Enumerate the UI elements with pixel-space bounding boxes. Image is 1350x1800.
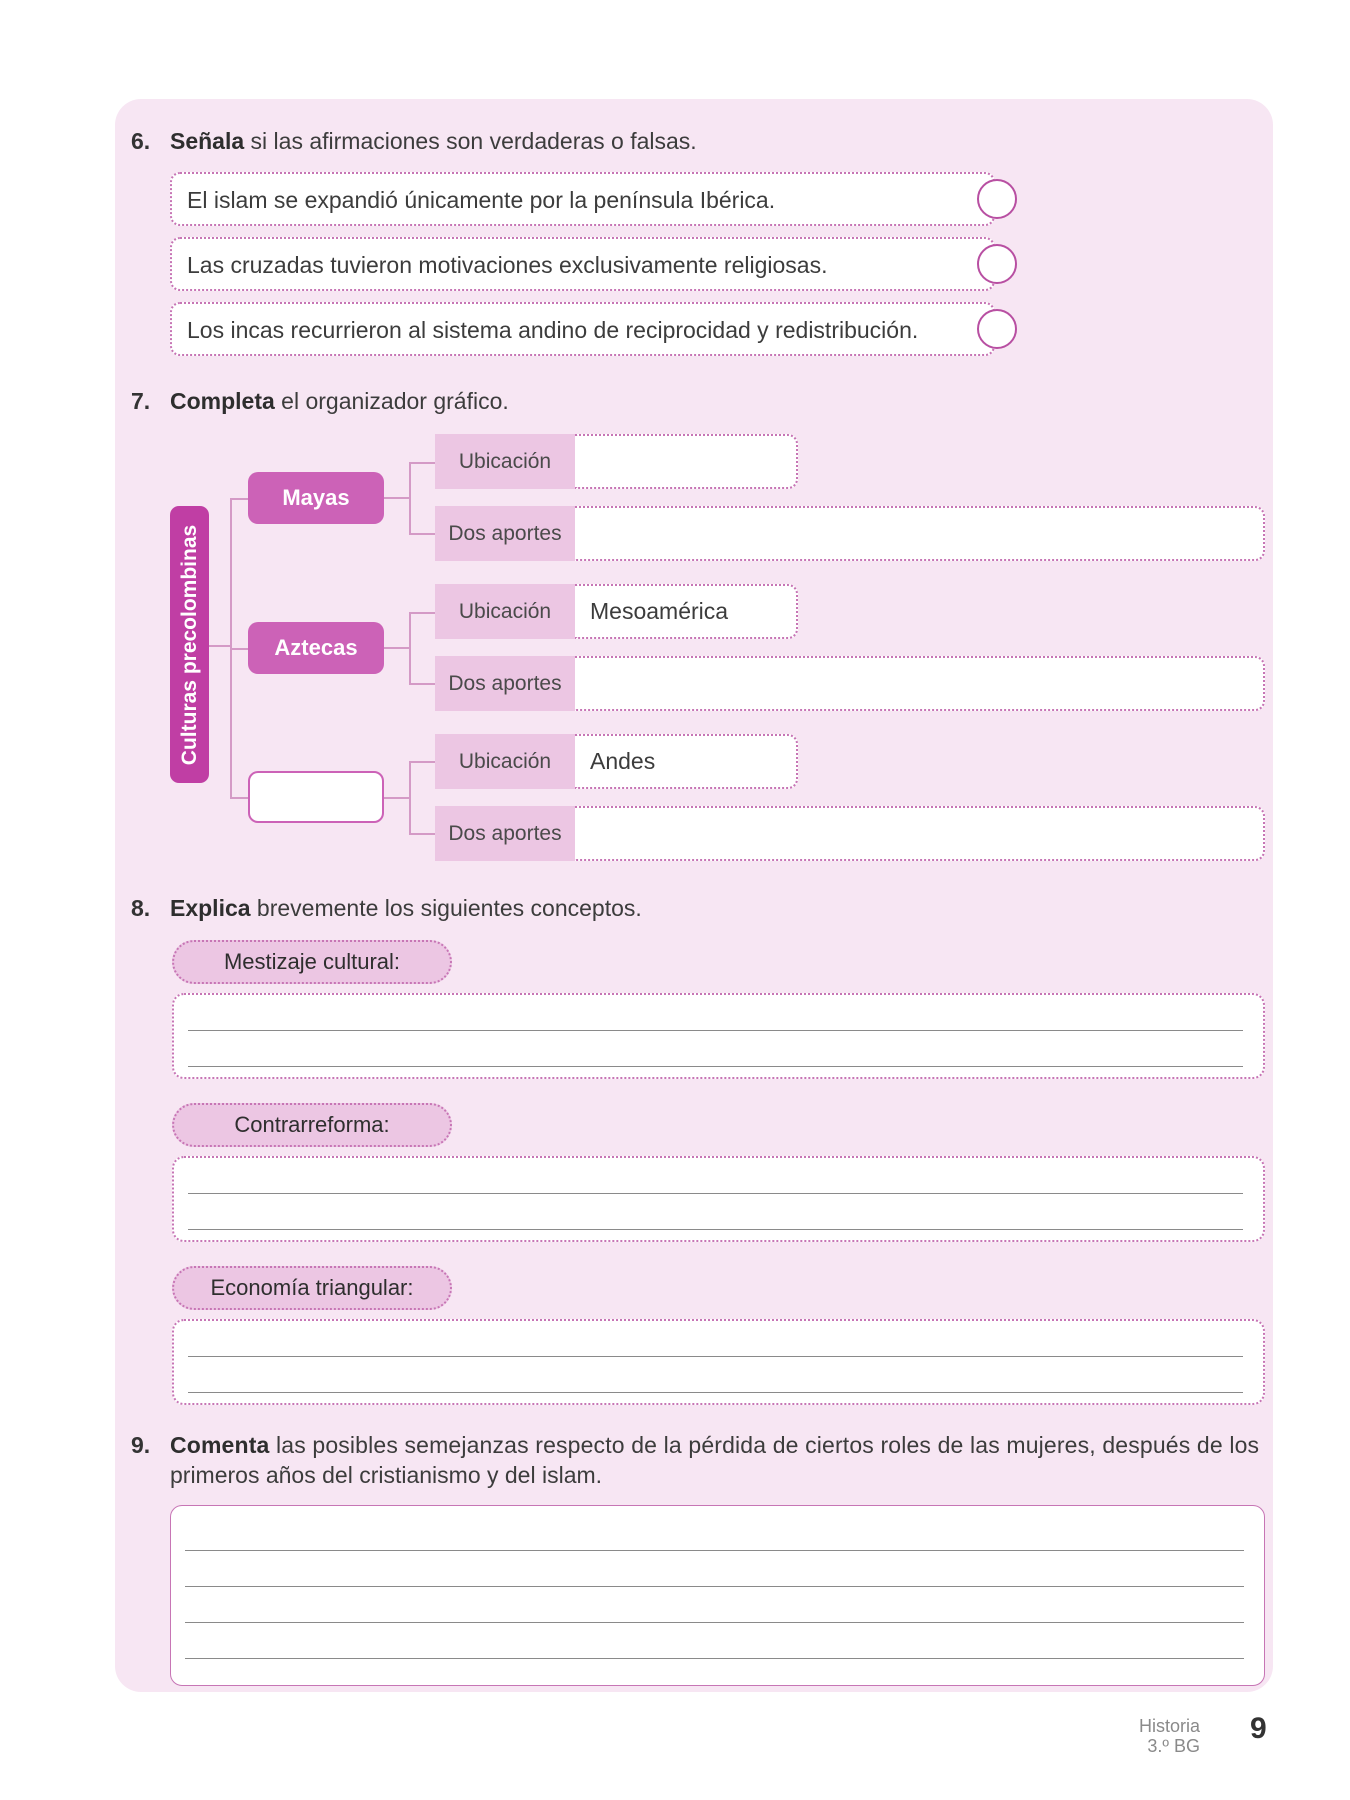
connector-line: [409, 683, 435, 685]
connector-line: [230, 797, 248, 799]
mayas-location-field[interactable]: [575, 434, 798, 489]
writing-line: [185, 1658, 1244, 1659]
question-number: 9.: [131, 1432, 151, 1458]
location-label: Ubicación: [435, 434, 575, 489]
connector-line: [209, 645, 231, 647]
question-6-prompt: [131, 126, 1231, 156]
third-culture-location-field[interactable]: Andes: [575, 734, 798, 789]
instruction-text: el organizador gráfico.: [274, 388, 509, 414]
culture-box-aztecas: Aztecas: [248, 622, 384, 674]
location-label: Ubicación: [435, 584, 575, 639]
statement-1: El islam se expandió únicamente por la península Ibérica.: [170, 172, 995, 226]
connector-line: [409, 761, 411, 835]
instruction-verb: Completa: [170, 388, 275, 414]
instruction-verb: Comenta: [170, 1432, 270, 1458]
comment-answer-box[interactable]: [170, 1505, 1265, 1686]
culture-box-blank[interactable]: [248, 771, 384, 823]
page-number: 9: [1250, 1712, 1267, 1745]
question-number: 6.: [131, 128, 151, 154]
location-label: Ubicación: [435, 734, 575, 789]
statement-3: Los incas recurrieron al sistema andino de reciprocidad y redistribución.: [170, 302, 995, 356]
instruction-verb: Explica: [170, 895, 251, 921]
writing-line: [185, 1550, 1244, 1551]
instruction-text: las posibles semejanzas respecto de la pérdida de ciertos roles de las mujeres, después de los: [269, 1432, 1260, 1458]
writing-line: [185, 1586, 1244, 1587]
instruction-text: brevemente los siguientes conceptos.: [250, 895, 642, 921]
connector-line: [384, 497, 410, 499]
question-8-prompt: [131, 893, 1231, 923]
question-9-prompt: [131, 1430, 1267, 1490]
connector-line: [409, 761, 435, 763]
concept-label-mestizaje: Mestizaje cultural:: [172, 940, 452, 984]
third-culture-contributions-field[interactable]: [575, 806, 1265, 861]
writing-line: [188, 1356, 1243, 1357]
writing-line: [188, 1229, 1243, 1230]
connector-line: [409, 462, 435, 464]
concept-label-economia-triangular: Economía triangular:: [172, 1266, 452, 1310]
grade-level: 3.º BG: [1147, 1736, 1200, 1756]
aztecas-location-field[interactable]: Mesoamérica: [575, 584, 798, 639]
contributions-label: Dos aportes: [435, 506, 575, 561]
mayas-contributions-field[interactable]: [575, 506, 1265, 561]
connector-line: [409, 533, 435, 535]
connector-line: [384, 647, 410, 649]
true-false-answer-circle[interactable]: [977, 179, 1017, 219]
instruction-verb: Señala: [170, 128, 245, 154]
true-false-answer-circle[interactable]: [977, 244, 1017, 284]
footer-subject: [1100, 1716, 1200, 1756]
connector-line: [409, 833, 435, 835]
instruction-text-continued: primeros años del cristianismo y del islam.: [170, 1462, 603, 1488]
connector-line: [409, 462, 411, 534]
true-false-answer-circle[interactable]: [977, 309, 1017, 349]
contributions-label: Dos aportes: [435, 656, 575, 711]
aztecas-contributions-field[interactable]: [575, 656, 1265, 711]
concept-label-contrarreforma: Contrarreforma:: [172, 1103, 452, 1147]
writing-line: [188, 1193, 1243, 1194]
organizer-root-label: Culturas precolombinas: [170, 506, 209, 783]
subject-name: Historia: [1138, 1716, 1200, 1736]
question-number: 7.: [131, 388, 151, 414]
concept-answer-box[interactable]: [172, 1156, 1265, 1242]
question-number: 8.: [131, 895, 151, 921]
instruction-text: si las afirmaciones son verdaderas o falsas.: [244, 128, 697, 154]
connector-line: [230, 498, 248, 500]
statement-2: Las cruzadas tuvieron motivaciones exclusivamente religiosas.: [170, 237, 995, 291]
connector-line: [409, 612, 435, 614]
connector-line: [384, 797, 410, 799]
connector-line: [409, 612, 411, 684]
contributions-label: Dos aportes: [435, 806, 575, 861]
writing-line: [188, 1066, 1243, 1067]
culture-box-mayas: Mayas: [248, 472, 384, 524]
question-7-prompt: [131, 386, 1231, 416]
writing-line: [188, 1392, 1243, 1393]
writing-line: [188, 1030, 1243, 1031]
concept-answer-box[interactable]: [172, 1319, 1265, 1405]
writing-line: [185, 1622, 1244, 1623]
concept-answer-box[interactable]: [172, 993, 1265, 1079]
connector-line: [230, 648, 248, 650]
